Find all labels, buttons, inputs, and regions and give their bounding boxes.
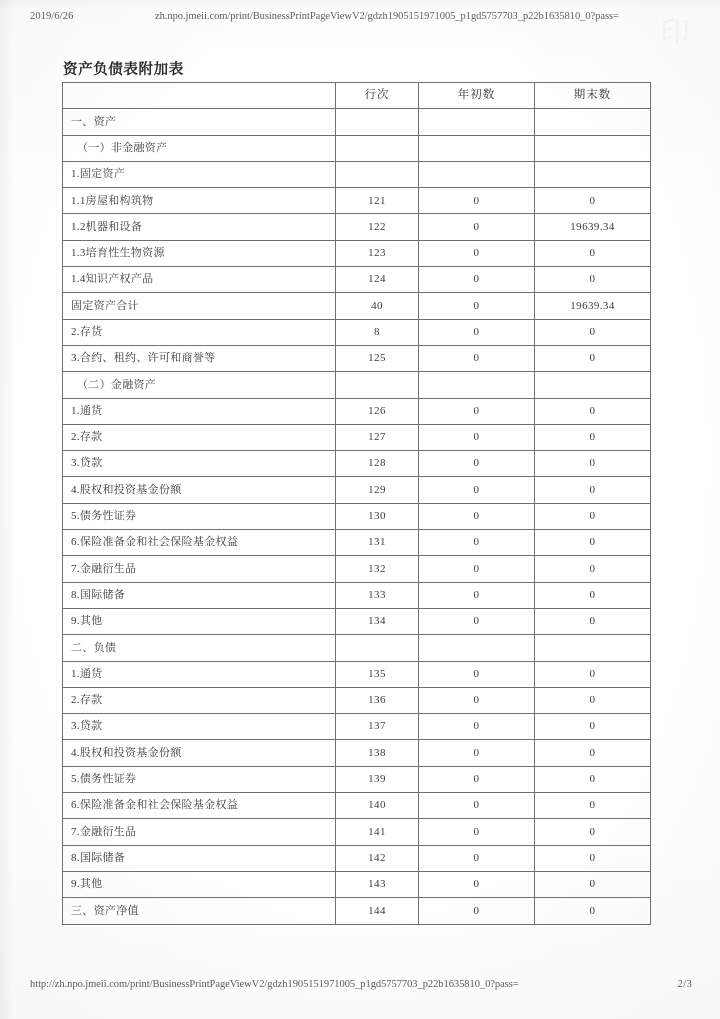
- table-row: [63, 214, 651, 240]
- table-header-row: [63, 83, 651, 109]
- table-row: [63, 372, 651, 398]
- cell-begin-of-year: 0: [419, 582, 535, 608]
- cell-begin-of-year: 0: [419, 661, 535, 687]
- cell-begin-of-year: 0: [419, 740, 535, 766]
- cell-line-number: [336, 109, 419, 135]
- cell-end-of-period: 0: [535, 898, 651, 924]
- cell-line-number: [336, 161, 419, 187]
- table-row: [63, 740, 651, 766]
- cell-begin-of-year: 0: [419, 687, 535, 713]
- cell-item-name: 5.债务性证券: [63, 766, 336, 792]
- cell-item-name: 2.存款: [63, 687, 336, 713]
- table-row: [63, 898, 651, 924]
- cell-end-of-period: [535, 135, 651, 161]
- cell-begin-of-year: 0: [419, 530, 535, 556]
- cell-line-number: 141: [336, 819, 419, 845]
- cell-line-number: 123: [336, 240, 419, 266]
- table-row: [63, 267, 651, 293]
- cell-begin-of-year: 0: [419, 819, 535, 845]
- cell-item-name: 2.存货: [63, 319, 336, 345]
- cell-begin-of-year: 0: [419, 477, 535, 503]
- cell-line-number: 8: [336, 319, 419, 345]
- cell-item-name: 7.金融衍生品: [63, 819, 336, 845]
- cell-line-number: 138: [336, 740, 419, 766]
- cell-item-name: 3.贷款: [63, 451, 336, 477]
- cell-item-name: 1.通货: [63, 661, 336, 687]
- cell-begin-of-year: 0: [419, 240, 535, 266]
- table-header: [63, 83, 651, 109]
- cell-item-name: 5.债务性证券: [63, 503, 336, 529]
- cell-item-name: 3.合约、租约、许可和商誉等: [63, 345, 336, 371]
- cell-begin-of-year: [419, 109, 535, 135]
- cell-item-name: 9.其他: [63, 871, 336, 897]
- cell-item-name: 8.国际储备: [63, 845, 336, 871]
- table-row: [63, 687, 651, 713]
- cell-begin-of-year: 0: [419, 451, 535, 477]
- cell-line-number: 124: [336, 267, 419, 293]
- table-row: [63, 661, 651, 687]
- table-row: [63, 503, 651, 529]
- cell-item-name: （二）金融资产: [63, 372, 336, 398]
- print-header-url: zh.npo.jmeii.com/print/BusinessPrintPageViewV2/gdzh1905151971005_p1gd5757703_p22b1635810_0?pass=: [155, 11, 619, 22]
- cell-end-of-period: 0: [535, 345, 651, 371]
- cell-begin-of-year: 0: [419, 898, 535, 924]
- cell-begin-of-year: 0: [419, 845, 535, 871]
- cell-item-name: 6.保险准备金和社会保险基金权益: [63, 530, 336, 556]
- cell-begin-of-year: 0: [419, 293, 535, 319]
- cell-item-name: 1.2机器和设备: [63, 214, 336, 240]
- cell-end-of-period: 0: [535, 766, 651, 792]
- column-header-begin: 年初数: [419, 83, 535, 109]
- print-date: 2019/6/26: [30, 11, 74, 22]
- cell-item-name: 1.固定资产: [63, 161, 336, 187]
- scan-edge-top: [0, 0, 720, 10]
- cell-end-of-period: 0: [535, 188, 651, 214]
- table-row: [63, 530, 651, 556]
- table-row: [63, 188, 651, 214]
- page-title: 资产负债表附加表: [63, 62, 184, 78]
- cell-begin-of-year: 0: [419, 267, 535, 293]
- table-row: [63, 582, 651, 608]
- cell-end-of-period: 0: [535, 661, 651, 687]
- cell-line-number: 130: [336, 503, 419, 529]
- cell-end-of-period: 0: [535, 451, 651, 477]
- cell-end-of-period: 0: [535, 503, 651, 529]
- scan-edge-left: [0, 0, 14, 1019]
- table-row: [63, 845, 651, 871]
- cell-end-of-period: 0: [535, 424, 651, 450]
- cell-item-name: 一、资产: [63, 109, 336, 135]
- cell-begin-of-year: [419, 372, 535, 398]
- cell-line-number: 132: [336, 556, 419, 582]
- cell-end-of-period: 0: [535, 556, 651, 582]
- table-row: [63, 477, 651, 503]
- table-row: [63, 319, 651, 345]
- cell-end-of-period: 0: [535, 740, 651, 766]
- cell-item-name: 6.保险准备金和社会保险基金权益: [63, 793, 336, 819]
- cell-line-number: 143: [336, 871, 419, 897]
- cell-begin-of-year: 0: [419, 871, 535, 897]
- cell-end-of-period: 0: [535, 793, 651, 819]
- cell-end-of-period: 0: [535, 477, 651, 503]
- cell-line-number: [336, 372, 419, 398]
- cell-item-name: 7.金融衍生品: [63, 556, 336, 582]
- cell-begin-of-year: 0: [419, 345, 535, 371]
- cell-line-number: 127: [336, 424, 419, 450]
- column-header-end: 期末数: [535, 83, 651, 109]
- cell-end-of-period: 0: [535, 819, 651, 845]
- cell-end-of-period: [535, 372, 651, 398]
- page-number: 2/3: [677, 979, 692, 990]
- cell-end-of-period: 0: [535, 608, 651, 634]
- cell-line-number: 140: [336, 793, 419, 819]
- balance-sheet-table: [62, 82, 651, 925]
- cell-item-name: 4.股权和投资基金份额: [63, 740, 336, 766]
- table-row: [63, 714, 651, 740]
- print-footer-url: http://zh.npo.jmeii.com/print/BusinessPrintPageViewV2/gdzh1905151971005_p1gd5757703_p22b1635810_0?pass=: [30, 979, 519, 990]
- cell-line-number: 125: [336, 345, 419, 371]
- cell-line-number: 137: [336, 714, 419, 740]
- table-row: [63, 766, 651, 792]
- cell-end-of-period: 0: [535, 845, 651, 871]
- cell-begin-of-year: 0: [419, 556, 535, 582]
- table-row: [63, 109, 651, 135]
- cell-begin-of-year: 0: [419, 766, 535, 792]
- cell-item-name: 1.3培育性生物资源: [63, 240, 336, 266]
- table-row: [63, 871, 651, 897]
- cell-end-of-period: 19639.34: [535, 293, 651, 319]
- cell-end-of-period: 19639.34: [535, 214, 651, 240]
- cell-line-number: 40: [336, 293, 419, 319]
- cell-item-name: 8.国际储备: [63, 582, 336, 608]
- cell-end-of-period: 0: [535, 530, 651, 556]
- balance-sheet-table-container: [62, 82, 650, 925]
- table-row: [63, 398, 651, 424]
- cell-end-of-period: 0: [535, 267, 651, 293]
- cell-line-number: [336, 135, 419, 161]
- cell-begin-of-year: [419, 161, 535, 187]
- cell-item-name: 1.1房屋和构筑物: [63, 188, 336, 214]
- cell-end-of-period: 0: [535, 687, 651, 713]
- table-row: [63, 345, 651, 371]
- table-body: [63, 109, 651, 924]
- cell-item-name: 4.股权和投资基金份额: [63, 477, 336, 503]
- cell-begin-of-year: 0: [419, 214, 535, 240]
- cell-item-name: 二、负债: [63, 635, 336, 661]
- cell-end-of-period: 0: [535, 582, 651, 608]
- cell-item-name: 固定资产合计: [63, 293, 336, 319]
- cell-line-number: 136: [336, 687, 419, 713]
- cell-line-number: 129: [336, 477, 419, 503]
- table-row: [63, 819, 651, 845]
- cell-item-name: 3.贷款: [63, 714, 336, 740]
- cell-line-number: 135: [336, 661, 419, 687]
- table-row: [63, 135, 651, 161]
- table-row: [63, 556, 651, 582]
- cell-end-of-period: 0: [535, 398, 651, 424]
- cell-line-number: 139: [336, 766, 419, 792]
- cell-line-number: 131: [336, 530, 419, 556]
- column-header-line: 行次: [336, 83, 419, 109]
- cell-line-number: 142: [336, 845, 419, 871]
- cell-end-of-period: [535, 635, 651, 661]
- cell-item-name: （一）非金融资产: [63, 135, 336, 161]
- table-row: [63, 424, 651, 450]
- cell-begin-of-year: 0: [419, 424, 535, 450]
- cell-line-number: 121: [336, 188, 419, 214]
- table-row: [63, 608, 651, 634]
- table-row: [63, 240, 651, 266]
- cell-begin-of-year: [419, 635, 535, 661]
- cell-end-of-period: 0: [535, 319, 651, 345]
- cell-begin-of-year: 0: [419, 793, 535, 819]
- cell-line-number: 128: [336, 451, 419, 477]
- cell-line-number: 122: [336, 214, 419, 240]
- table-row: [63, 161, 651, 187]
- cell-begin-of-year: 0: [419, 714, 535, 740]
- column-header-item: [63, 83, 336, 109]
- cell-begin-of-year: 0: [419, 503, 535, 529]
- cell-line-number: [336, 635, 419, 661]
- table-row: [63, 635, 651, 661]
- cell-end-of-period: [535, 161, 651, 187]
- cell-item-name: 三、资产净值: [63, 898, 336, 924]
- cell-begin-of-year: [419, 135, 535, 161]
- table-row: [63, 793, 651, 819]
- cell-item-name: 9.其他: [63, 608, 336, 634]
- cell-begin-of-year: 0: [419, 188, 535, 214]
- cell-begin-of-year: 0: [419, 398, 535, 424]
- table-row: [63, 293, 651, 319]
- table-row: [63, 451, 651, 477]
- cell-end-of-period: 0: [535, 871, 651, 897]
- cell-item-name: 1.4知识产权产品: [63, 267, 336, 293]
- cell-end-of-period: 0: [535, 714, 651, 740]
- cell-begin-of-year: 0: [419, 319, 535, 345]
- cell-item-name: 1.通货: [63, 398, 336, 424]
- cell-end-of-period: 0: [535, 240, 651, 266]
- cell-item-name: 2.存款: [63, 424, 336, 450]
- cell-line-number: 144: [336, 898, 419, 924]
- cell-line-number: 133: [336, 582, 419, 608]
- print-header: [0, 11, 720, 27]
- cell-line-number: 126: [336, 398, 419, 424]
- seal-watermark-icon: 印: [660, 17, 690, 50]
- cell-line-number: 134: [336, 608, 419, 634]
- cell-begin-of-year: 0: [419, 608, 535, 634]
- print-footer: [0, 979, 720, 995]
- cell-end-of-period: [535, 109, 651, 135]
